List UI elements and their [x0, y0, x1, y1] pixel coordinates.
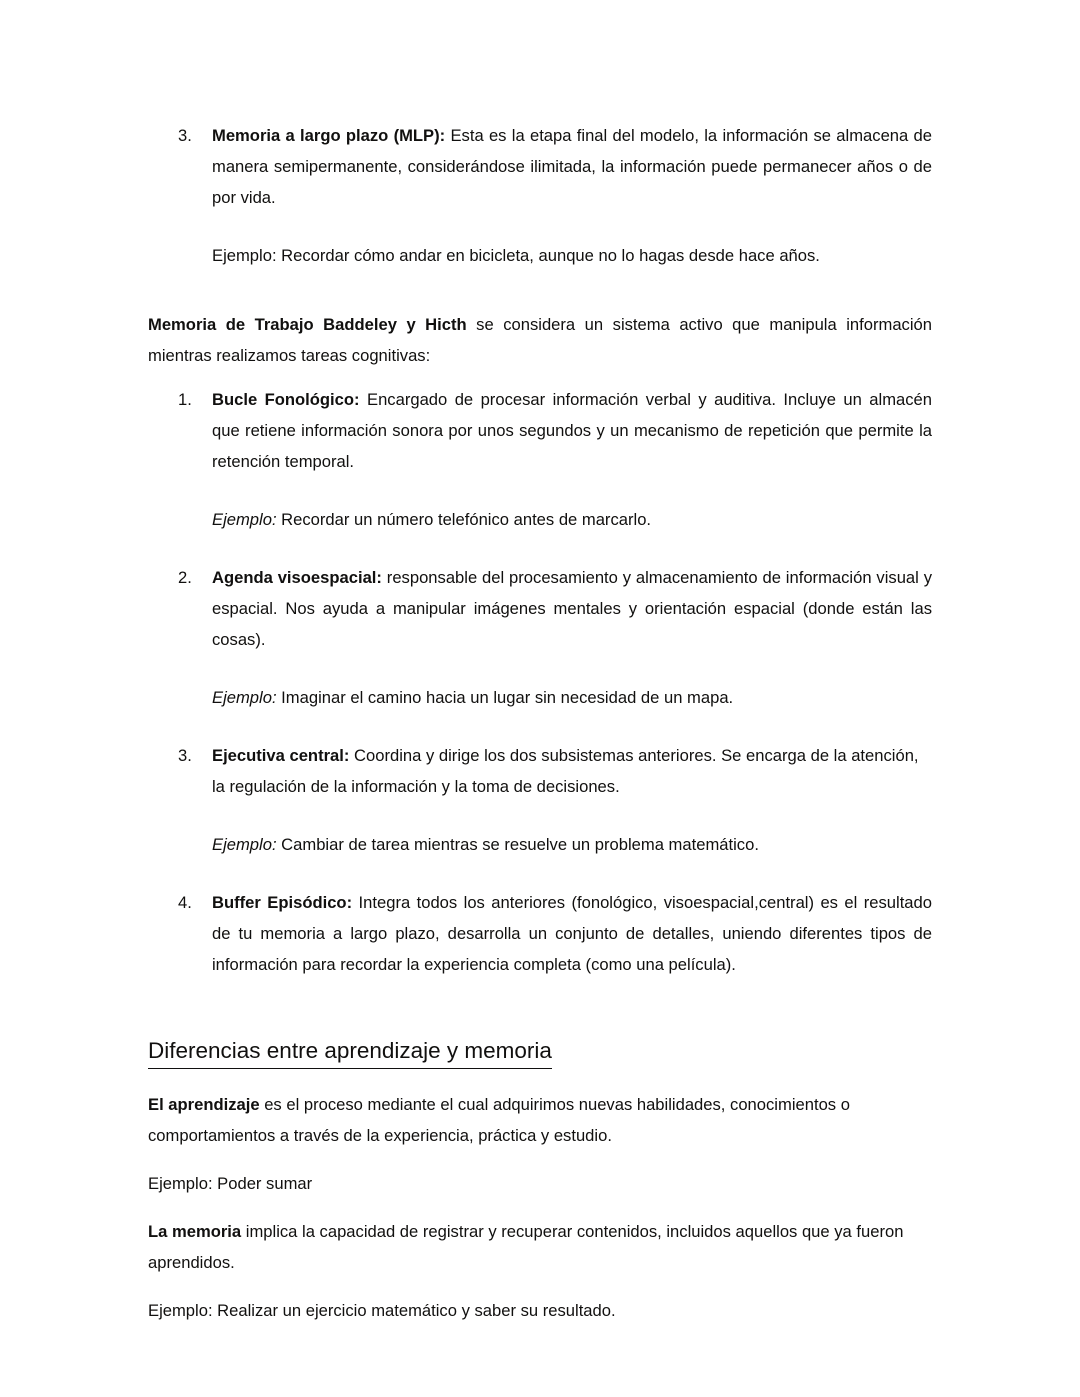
learning-example: Ejemplo: Poder sumar	[148, 1174, 313, 1193]
example-text: Cambiar de tarea mientras se resuelve un problema matemático.	[276, 835, 759, 854]
long-term-memory-list	[148, 120, 932, 271]
example-text: Recordar un número telefónico antes de marcarlo.	[276, 510, 652, 529]
list-marker: 4.	[178, 893, 192, 912]
list-item-text: Encargado de procesar información verbal y auditiva. Incluye un almacén que retiene información sonora por unos segundos y un mecanismo de repetición que permite la retención temporal.	[212, 390, 932, 471]
spacer	[148, 1278, 932, 1295]
list-item-lead: Bucle Fonológico:	[212, 390, 360, 409]
list-marker: 1.	[178, 390, 192, 409]
memory-term: La memoria	[148, 1222, 242, 1241]
spacer	[212, 802, 932, 829]
spacer	[148, 535, 932, 562]
list-item	[148, 384, 932, 535]
list-item-lead: Memoria a largo plazo (MLP):	[212, 126, 446, 145]
spacer	[148, 980, 932, 1036]
list-item-body	[212, 120, 932, 213]
document-content	[148, 0, 932, 1326]
example-label: Ejemplo:	[212, 510, 277, 529]
list-item	[148, 740, 932, 860]
spacer	[212, 213, 932, 240]
list-item-body	[212, 384, 932, 477]
list-item-text: Integra todos los anteriores (fonológico, visoespacial,central) es el resultado de tu memoria a largo plazo, desarrolla un conjunto de detalles, uniendo diferentes tipos de información para recordar la experiencia completa (como una película).	[212, 893, 932, 974]
list-marker: 3.	[178, 126, 192, 145]
list-item-text: Coordina y dirige los dos subsistemas anteriores. Se encarga de la atención, la regulación de la información y la toma de decisiones.	[212, 746, 919, 796]
example-label: Ejemplo:	[212, 835, 277, 854]
spacer	[148, 1151, 932, 1168]
learning-paragraph	[148, 1089, 932, 1151]
spacer	[148, 371, 932, 384]
list-item	[148, 562, 932, 713]
working-memory-list	[148, 384, 932, 980]
list-item-text: Esta es la etapa final del modelo, la información se almacena de manera semipermanente, considerándose ilimitada, la información puede permanecer años o de por vida.	[212, 126, 932, 207]
spacer	[148, 713, 932, 740]
page-title: Diferencias entre aprendizaje y memoria	[148, 1036, 552, 1069]
spacer	[148, 271, 932, 309]
working-memory-intro	[148, 309, 932, 371]
list-marker: 2.	[178, 568, 192, 587]
list-item-body	[212, 740, 932, 802]
memory-paragraph	[148, 1216, 932, 1278]
working-memory-title: Memoria de Trabajo Baddeley y Hicth	[148, 315, 467, 334]
learning-term: El aprendizaje	[148, 1095, 260, 1114]
memory-definition: implica la capacidad de registrar y recuperar contenidos, incluidos aquellos que ya fueron aprendidos.	[148, 1222, 904, 1272]
list-item-body	[212, 562, 932, 655]
spacer	[148, 860, 932, 887]
list-item-lead: Buffer Episódico:	[212, 893, 353, 912]
spacer	[212, 477, 932, 504]
list-item-text: responsable del procesamiento y almacenamiento de información visual y espacial. Nos ayuda a manipular imágenes mentales y orientación espacial (donde están las cosas).	[212, 568, 932, 649]
spacer	[148, 1069, 932, 1089]
memory-example: Ejemplo: Realizar un ejercicio matemático y saber su resultado.	[148, 1301, 616, 1320]
list-item	[148, 120, 932, 271]
example-line	[212, 504, 932, 535]
working-memory-intro-text: se considera un sistema activo que manipula información mientras realizamos tareas cognitivas:	[148, 315, 932, 365]
list-item-lead: Agenda visoespacial:	[212, 568, 382, 587]
spacer	[212, 655, 932, 682]
spacer	[148, 1199, 932, 1216]
example-line: Ejemplo: Recordar cómo andar en bicicleta, aunque no lo hagas desde hace años.	[212, 246, 820, 265]
learning-definition: es el proceso mediante el cual adquirimos nuevas habilidades, conocimientos o comportamientos a través de la experiencia, práctica y estudio.	[148, 1095, 850, 1145]
list-marker: 3.	[178, 746, 192, 765]
example-line	[212, 829, 932, 860]
section-heading-wrap	[148, 1036, 932, 1069]
example-line	[212, 682, 932, 713]
top-spacer	[148, 0, 932, 120]
example-label: Ejemplo:	[212, 688, 277, 707]
list-item	[148, 887, 932, 980]
list-item-lead: Ejecutiva central:	[212, 746, 350, 765]
list-item-body	[212, 887, 932, 980]
example-text: Imaginar el camino hacia un lugar sin necesidad de un mapa.	[276, 688, 734, 707]
